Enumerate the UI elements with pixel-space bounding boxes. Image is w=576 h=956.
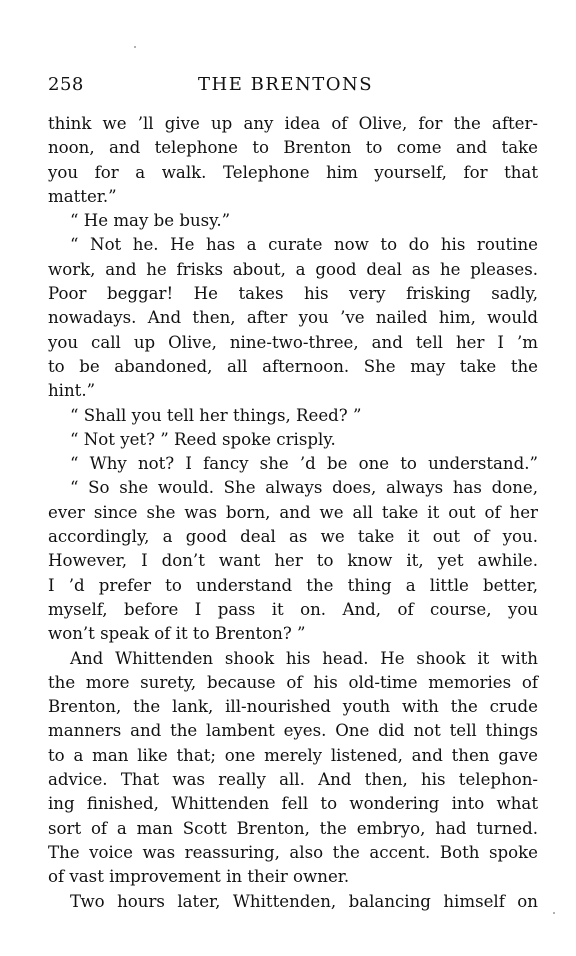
text-line: to a man like that; one merely listened, and then gave xyxy=(48,745,538,765)
text-line: of vast improvement in their owner. xyxy=(48,867,350,887)
paper-speck xyxy=(553,912,555,914)
text-line: manners and the lambent eyes. One did not tell things xyxy=(48,721,538,741)
text-line: “ Not yet? ” Reed spoke crisply. xyxy=(70,429,336,449)
text-line: work, and he frisks about, a good deal as he pleases. xyxy=(48,259,538,279)
text-line: Two hours later, Whittenden, balancing himself on xyxy=(70,891,538,911)
page-header xyxy=(48,74,538,100)
text-line: ing finished, Whittenden fell to wondering into what xyxy=(48,794,538,814)
text-line: matter.” xyxy=(48,186,117,206)
text-line: “ So she would. She always does, always has done, xyxy=(70,478,538,498)
text-line: However, I don’t want her to know it, yet awhile. xyxy=(48,551,538,571)
running-head: THE BRENTONS xyxy=(198,74,374,95)
text-line: to be abandoned, all afternoon. She may take the xyxy=(48,356,538,376)
text-line: sort of a man Scott Brenton, the embryo, had turned. xyxy=(48,818,538,838)
text-line: “ Not he. He has a curate now to do his routine xyxy=(70,235,538,255)
text-line: myself, before I pass it on. And, of course, you xyxy=(48,599,538,619)
text-line: And Whittenden shook his head. He shook it with xyxy=(70,648,538,668)
text-line: think we ’ll give up any idea of Olive, for the after- xyxy=(48,114,538,133)
text-line: ever since she was born, and we all take it out of her xyxy=(48,502,538,522)
text-line: advice. That was really all. And then, his telephon- xyxy=(48,770,538,790)
text-line: hint.” xyxy=(48,381,96,401)
text-line: “ Why not? I fancy she ’d be one to understand.” xyxy=(70,454,538,474)
text-line: The voice was reassuring, also the accent. Both spoke xyxy=(48,842,538,862)
text-line: accordingly, a good deal as we take it out of you. xyxy=(48,527,538,547)
text-line: “ He may be busy.” xyxy=(70,211,231,231)
text-line: noon, and telephone to Brenton to come and take xyxy=(48,138,538,158)
text-line: the more surety, because of his old-time memories of xyxy=(48,672,538,692)
text-line: Brenton, the lank, ill-nourished youth with the crude xyxy=(48,697,538,717)
text-line: you for a walk. Telephone him yourself, for that xyxy=(48,162,538,182)
body-text xyxy=(48,112,538,914)
text-line: nowadays. And then, after you ’ve nailed him, would xyxy=(48,308,538,328)
text-line: I ’d prefer to understand the thing a little better, xyxy=(48,575,538,595)
text-line: “ Shall you tell her things, Reed? ” xyxy=(70,405,362,425)
paper-speck xyxy=(134,46,136,48)
page-number: 258 xyxy=(48,74,84,95)
text-line: Poor beggar! He takes his very frisking sadly, xyxy=(48,284,538,304)
text-line: you call up Olive, nine-two-three, and tell her I ’m xyxy=(48,332,538,352)
text-line: won’t speak of it to Brenton? ” xyxy=(48,624,306,644)
